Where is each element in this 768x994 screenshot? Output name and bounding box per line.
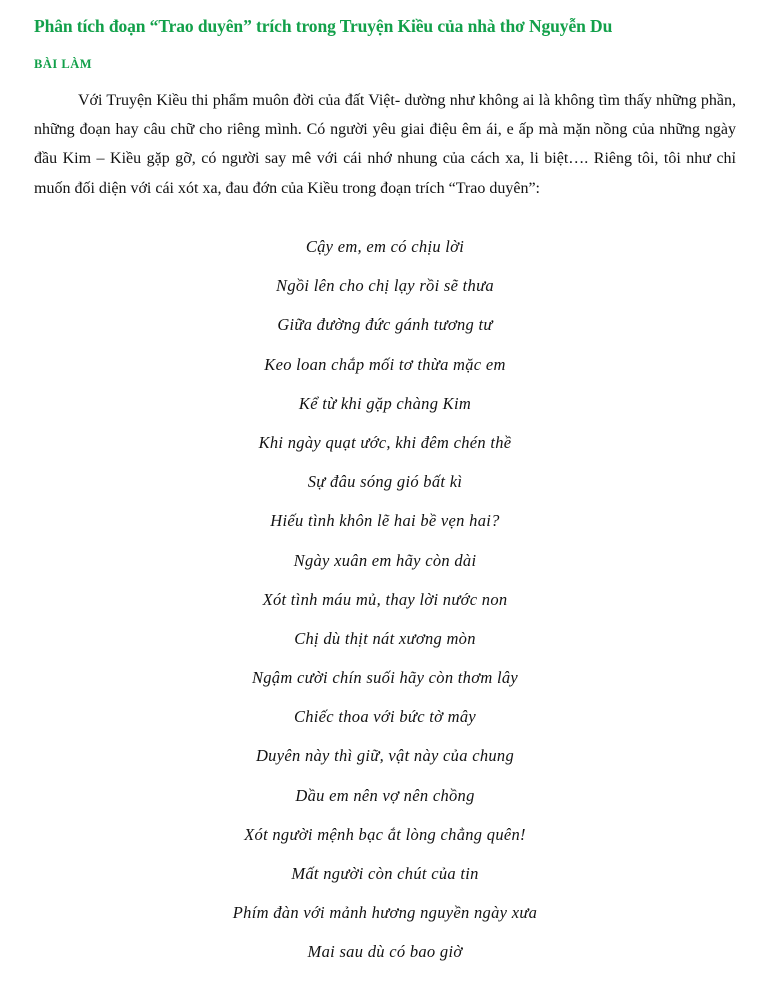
poem-line: Chị dù thịt nát xương mòn xyxy=(294,628,476,648)
poem-line: Phím đàn với mảnh hương nguyền ngày xưa xyxy=(232,903,538,923)
poem-line: Ngậm cười chín suối hãy còn thơm lây xyxy=(251,668,519,688)
poem-line: Khi ngày quạt ước, khi đêm chén thề xyxy=(258,432,512,452)
poem-line: Sự đâu sóng gió bất kì xyxy=(307,472,463,492)
section-label: BÀI LÀM xyxy=(34,57,93,71)
poem-line: Cậy em, em có chịu lời xyxy=(305,237,465,256)
document-title: Phân tích đoạn “Trao duyên” trích trong Truyện Kiều của nhà thơ Nguyễn Du xyxy=(34,16,613,36)
intro-text: Với Truyện Kiều thi phẩm muôn đời của đất Việt- dường như không ai là không tìm thấy những phần, những đoạn hay câu chữ cho riêng mình. Có người yêu giai điệu êm ái, e ấp mà mặn nồng của những ngày đầu Kim – Kiều gặp gỡ, có người say mê với cái nhớ nhung của cách xa, li biệt…. Riêng tôi, tôi như chỉ muốn đối diện với cái xót xa, đau đớn của Kiều trong đoạn trích “Trao duyên”: xyxy=(34,92,736,197)
poem-line: Chiếc thoa với bức tờ mây xyxy=(293,707,477,727)
poem-line: Mất người còn chút của tin xyxy=(291,864,479,883)
intro-paragraph xyxy=(34,86,736,203)
poem-excerpt xyxy=(34,231,736,976)
poem-line: Ngồi lên cho chị lạy rồi sẽ thưa xyxy=(276,276,494,296)
poem-line: Mai sau dù có bao giờ xyxy=(307,942,463,962)
poem-line: Giữa đường đức gánh tương tư xyxy=(277,315,493,335)
poem-line: Xót người mệnh bạc ắt lòng chẳng quên! xyxy=(244,824,526,844)
poem-line: Duyên này thì giữ, vật này của chung xyxy=(255,746,515,766)
poem-line: Keo loan chắp mối tơ thừa mặc em xyxy=(264,354,506,374)
poem-line: Hiếu tình khôn lẽ hai bề vẹn hai? xyxy=(270,511,500,531)
poem-line: Dầu em nên vợ nên chồng xyxy=(295,785,475,805)
poem-line: Kể từ khi gặp chàng Kim xyxy=(298,393,472,413)
poem-line: Xót tình máu mủ, thay lời nước non xyxy=(262,589,508,609)
poem-line: Ngày xuân em hãy còn dài xyxy=(293,550,477,570)
